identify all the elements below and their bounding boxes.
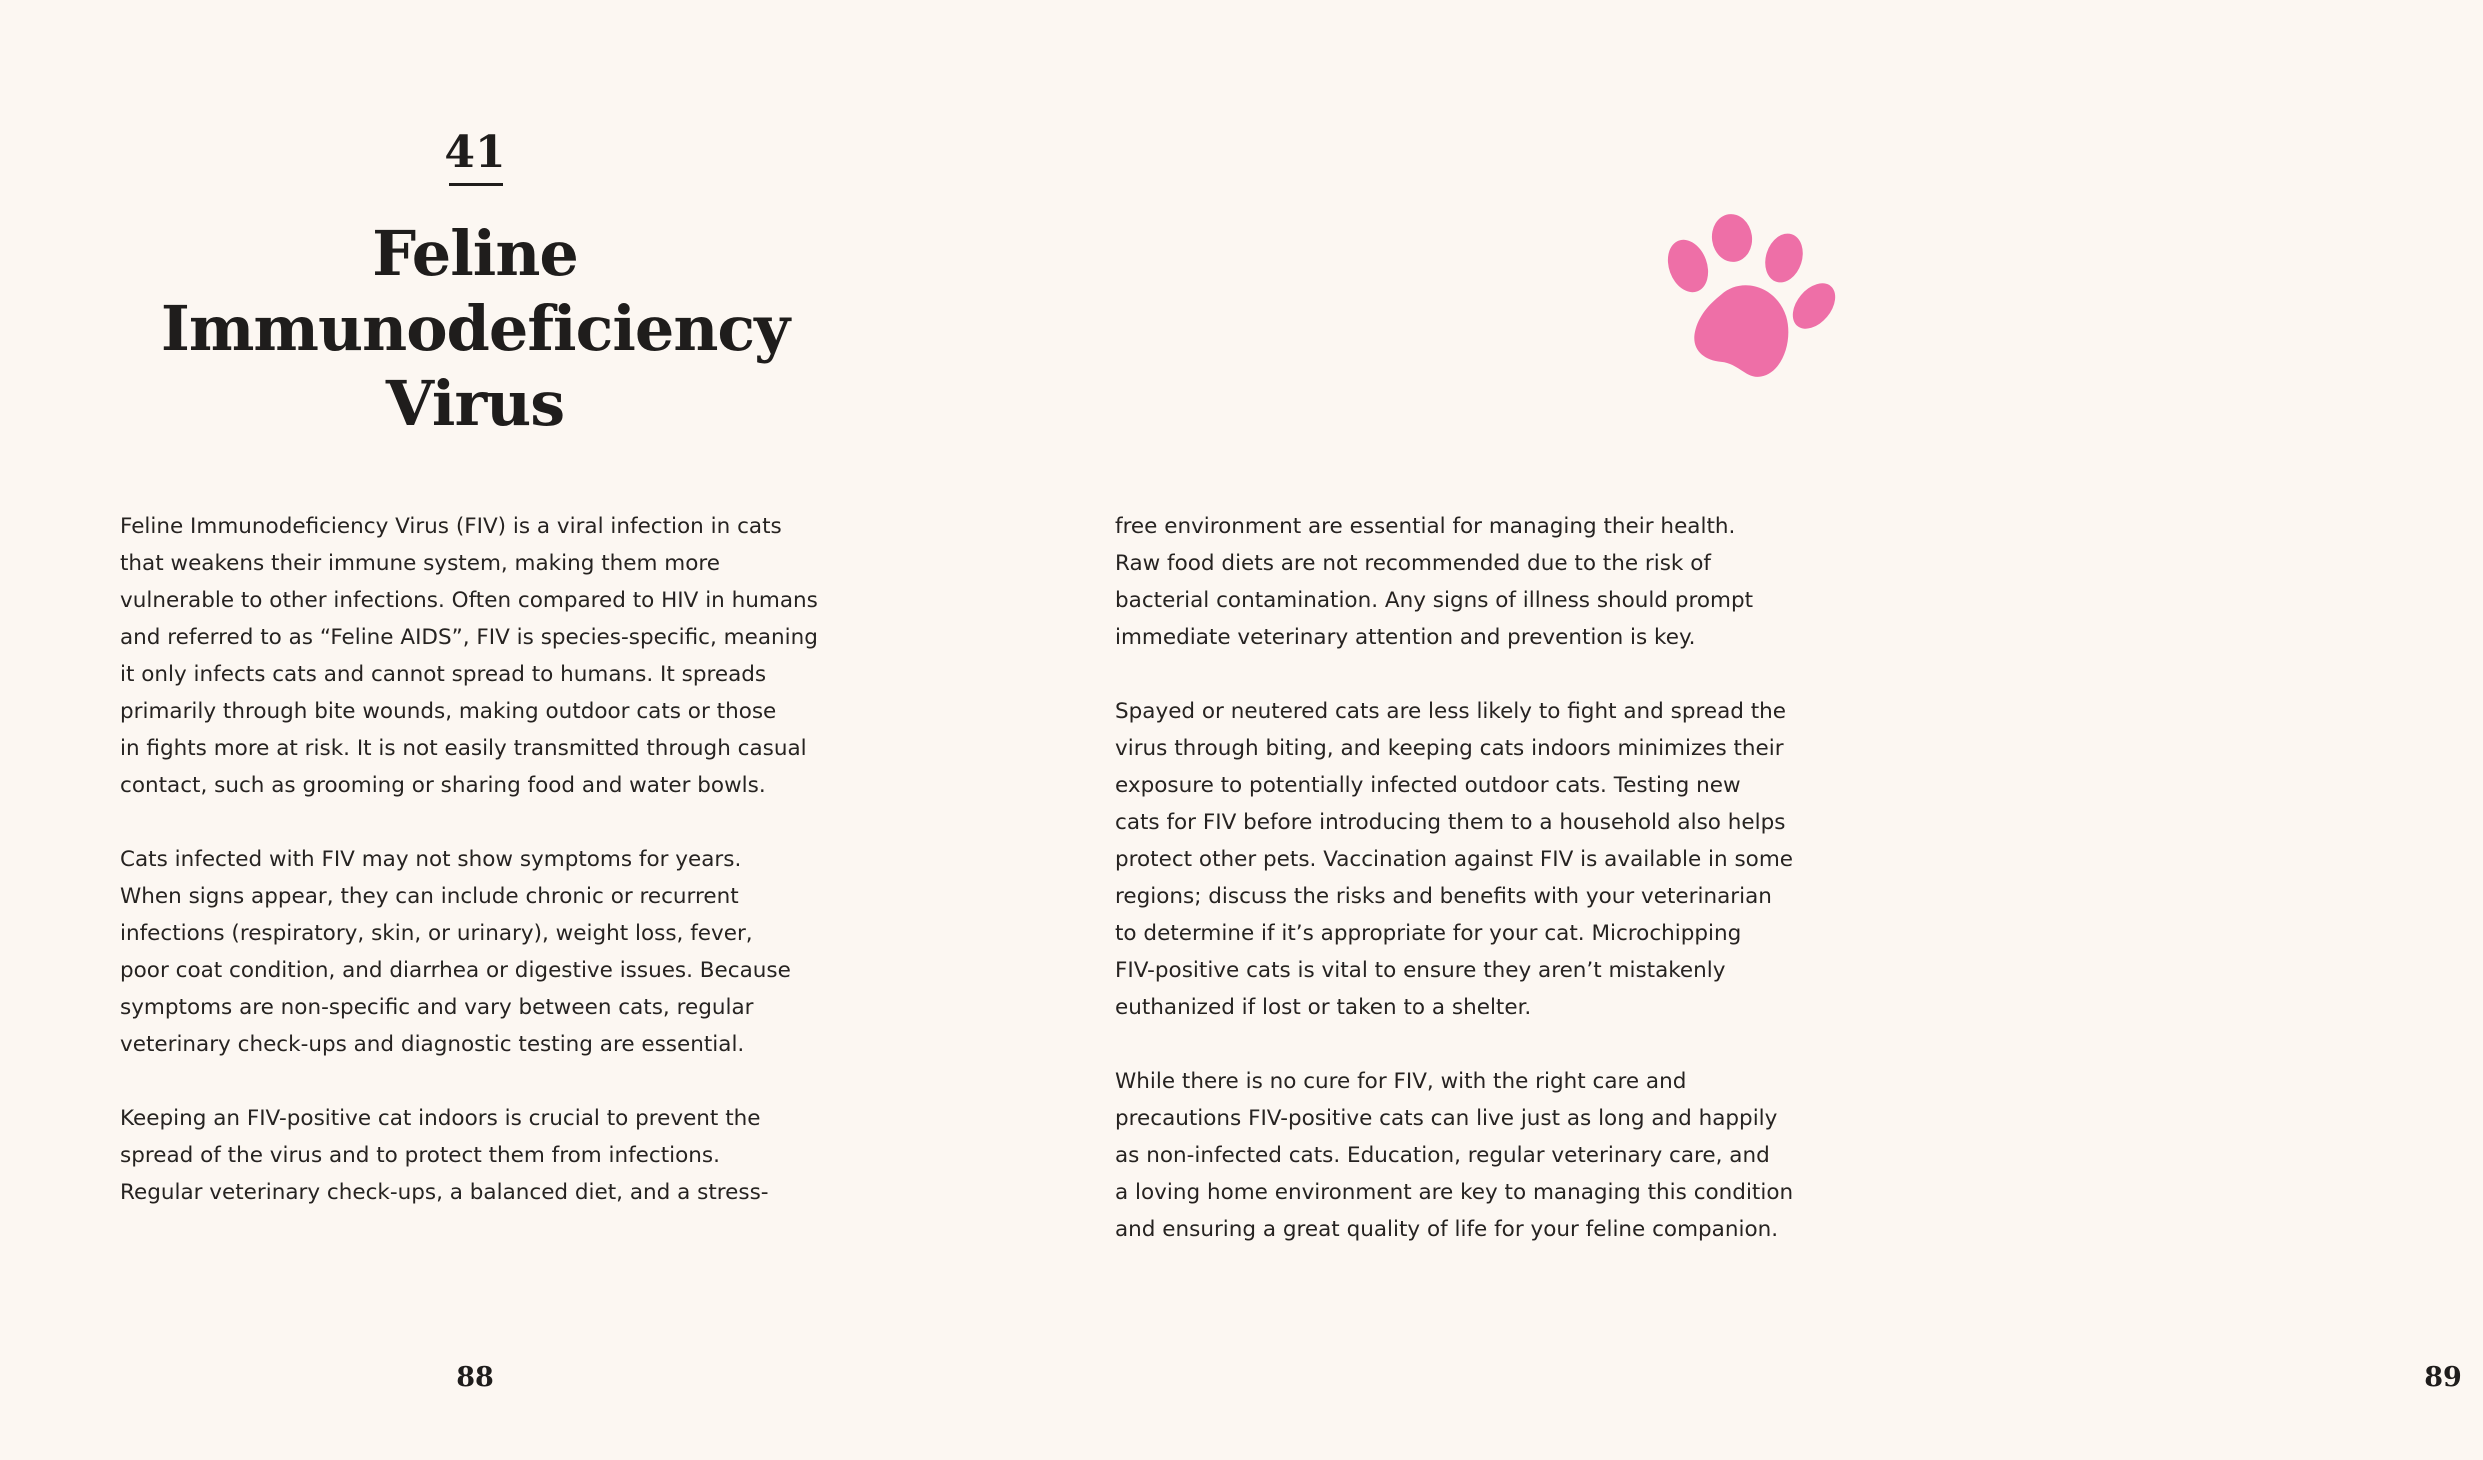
text-line: spread of the virus and to protect them from infections. (120, 1143, 720, 1168)
text-line: that weakens their immune system, making them more (120, 551, 720, 576)
page-number-right: 89 (2424, 1362, 2462, 1393)
text-line: protect other pets. Vaccination against FIV is available in some (1115, 847, 1794, 872)
text-line: precautions FIV-positive cats can live just as long and happily (1115, 1106, 1778, 1131)
text-line: While there is no cure for FIV, with the right care and (1115, 1069, 1687, 1094)
text-line: bacterial contamination. Any signs of illness should prompt (1115, 588, 1754, 613)
text-line: in fights more at risk. It is not easily transmitted through casual (120, 736, 807, 761)
text-line: When signs appear, they can include chronic or recurrent (120, 884, 739, 909)
text-line: virus through biting, and keeping cats indoors minimizes their (1115, 736, 1784, 761)
text-line: and ensuring a great quality of life for your feline companion. (1115, 1217, 1779, 1242)
text-line: contact, such as grooming or sharing food and water bowls. (120, 773, 766, 798)
text-line: primarily through bite wounds, making outdoor cats or those (120, 699, 777, 724)
paragraph (1115, 1063, 1875, 1248)
text-line: Spayed or neutered cats are less likely to fight and spread the (1115, 699, 1787, 724)
paragraph (1115, 693, 1875, 1026)
text-line: and referred to as “Feline AIDS”, FIV is species-specific, meaning (120, 625, 818, 650)
text-line: veterinary check-ups and diagnostic testing are essential. (120, 1032, 745, 1057)
text-line: euthanized if lost or taken to a shelter. (1115, 995, 1532, 1020)
text-line: poor coat condition, and diarrhea or digestive issues. Because (120, 958, 791, 983)
text-line: free environment are essential for managing their health. (1115, 514, 1736, 539)
text-line: Regular veterinary check-ups, a balanced diet, and a stress- (120, 1180, 769, 1205)
text-line: regions; discuss the risks and benefits with your veterinarian (1115, 884, 1772, 909)
chapter-title-line: Feline (372, 217, 578, 290)
text-line: symptoms are non-specific and vary between cats, regular (120, 995, 754, 1020)
text-line: as non-infected cats. Education, regular veterinary care, and (1115, 1143, 1770, 1168)
left-body-text (120, 508, 860, 1211)
chapter-title-line: Immunodeficiency (160, 292, 790, 365)
chapter-number-underline (449, 183, 503, 186)
text-line: Raw food diets are not recommended due to the risk of (1115, 551, 1711, 576)
paragraph (120, 508, 860, 804)
paragraph (120, 1100, 860, 1211)
chapter-title (110, 216, 840, 441)
chapter-title-line: Virus (385, 367, 565, 440)
text-line: it only infects cats and cannot spread to humans. It spreads (120, 662, 767, 687)
paragraph (120, 841, 860, 1063)
text-line: infections (respiratory, skin, or urinary), weight loss, fever, (120, 921, 753, 946)
text-line: exposure to potentially infected outdoor cats. Testing new (1115, 773, 1741, 798)
text-line: cats for FIV before introducing them to a household also helps (1115, 810, 1786, 835)
page-number-left: 88 (456, 1362, 494, 1393)
right-body-text (1115, 508, 1875, 1248)
text-line: Keeping an FIV-positive cat indoors is crucial to prevent the (120, 1106, 761, 1131)
text-line: a loving home environment are key to managing this condition (1115, 1180, 1794, 1205)
text-line: immediate veterinary attention and prevention is key. (1115, 625, 1696, 650)
paw-print-icon (1666, 214, 1832, 386)
text-line: vulnerable to other infections. Often compared to HIV in humans (120, 588, 818, 613)
chapter-number: 41 (444, 127, 506, 178)
paragraph (1115, 508, 1875, 656)
text-line: Feline Immunodeficiency Virus (FIV) is a viral infection in cats (120, 514, 782, 539)
text-line: to determine if it’s appropriate for your cat. Microchipping (1115, 921, 1742, 946)
text-line: FIV-positive cats is vital to ensure they aren’t mistakenly (1115, 958, 1726, 983)
text-line: Cats infected with FIV may not show symptoms for years. (120, 847, 742, 872)
left-page (0, 0, 973, 1460)
